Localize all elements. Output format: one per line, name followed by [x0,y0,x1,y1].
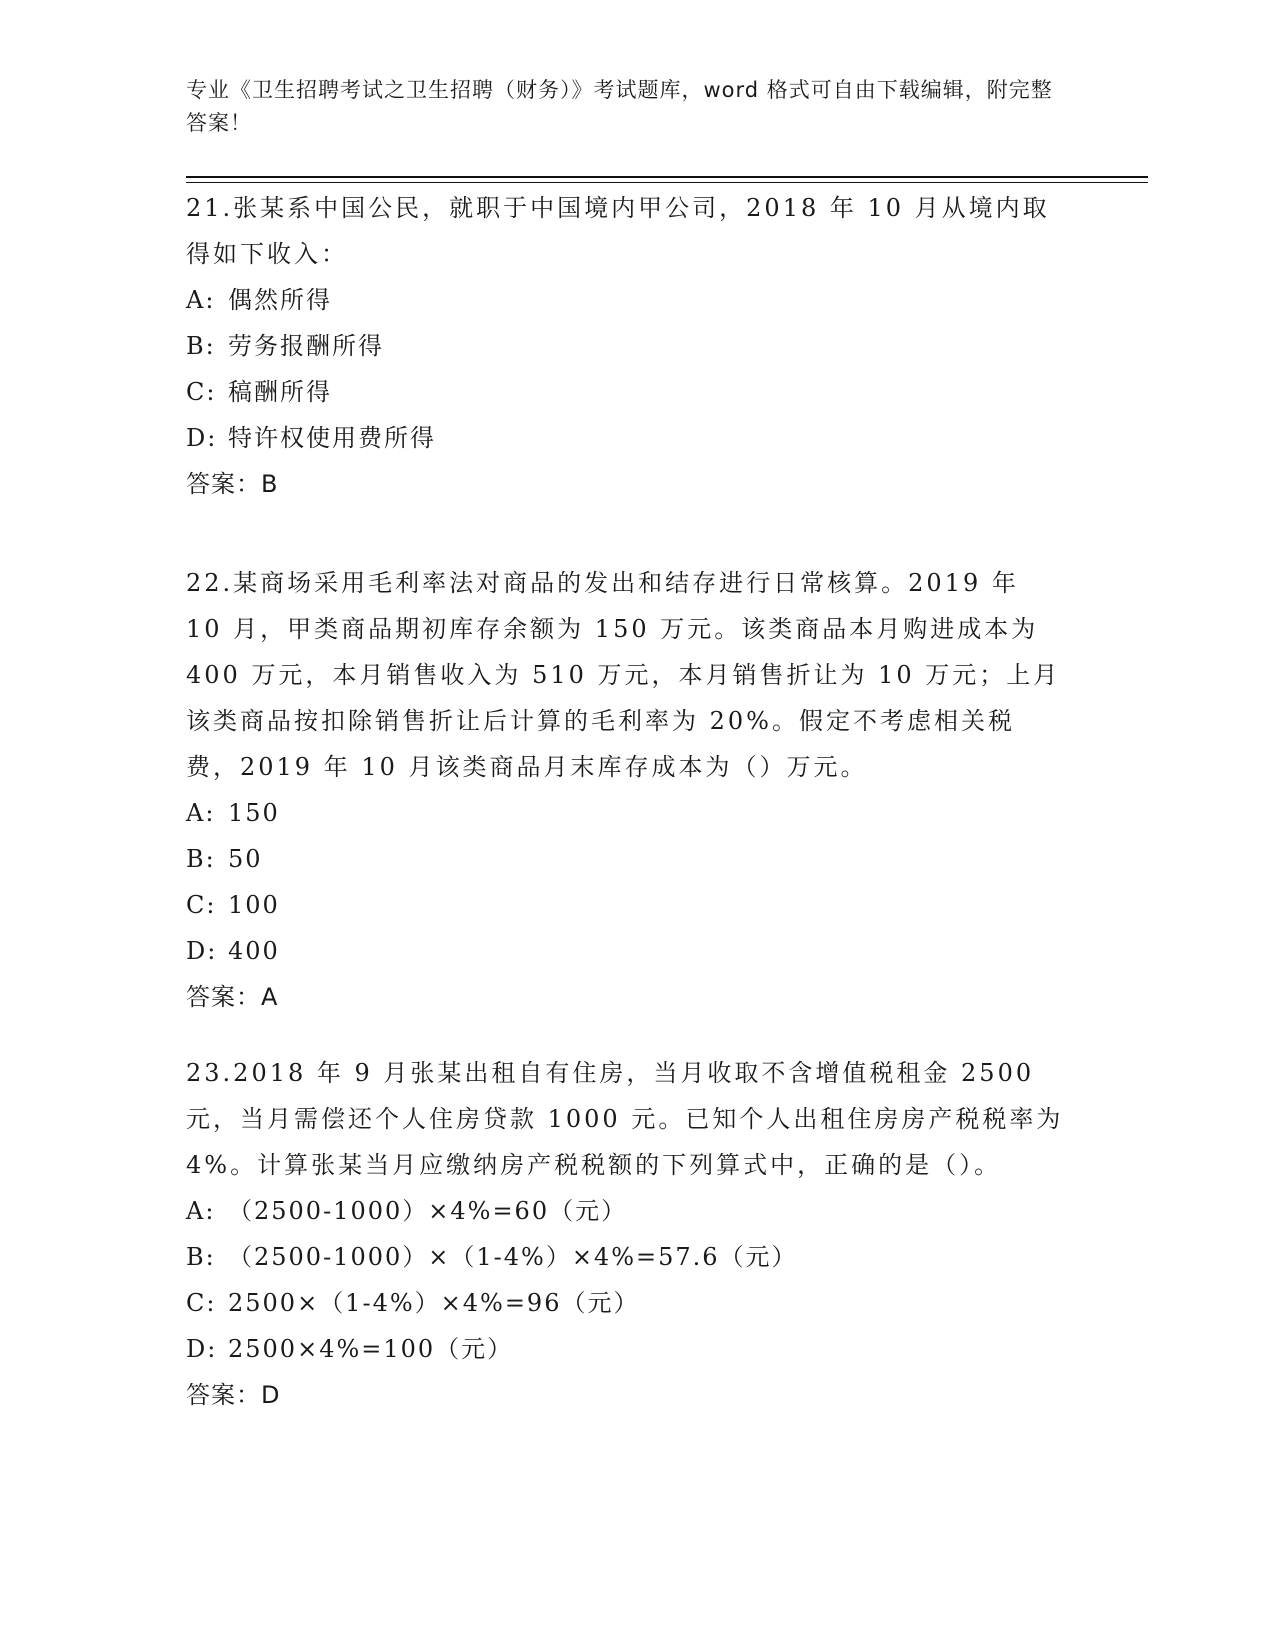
option-text: 50 [228,845,263,873]
option-text: 特许权使用费所得 [228,424,436,452]
option-key: D: [186,424,218,452]
option-b [186,836,1066,882]
question-stem: 22.某商场采用毛利率法对商品的发出和结存进行日常核算。2019 年 10 月，甲类商品期初库存余额为 150 万元。该类商品本月购进成本为 400 万元，本月销售收入为 510 万元，本月销售折让为 10 万元；上月该类商品按扣除销售折让后计算的毛利率为 20%。假定不考虑相关税费，2019 年 10 月该类商品月末库存成本为（）万元。 [186,569,1061,781]
option-text: 2500×（1-4%）×4%=96（元） [228,1289,640,1317]
option-key: B: [186,845,216,873]
option-a [186,790,1066,836]
option-b [186,323,1066,369]
option-d [186,1326,1066,1372]
option-d [186,928,1066,974]
option-c [186,1280,1066,1326]
question-23 [186,1050,1066,1418]
option-text: 400 [228,937,280,965]
option-c [186,369,1066,415]
option-key: C: [186,1289,217,1317]
option-key: D: [186,937,218,965]
option-text: 100 [228,891,280,919]
question-22 [186,560,1066,1020]
option-d [186,415,1066,461]
option-key: A: [186,799,216,827]
option-a [186,1188,1066,1234]
option-key: A: [186,286,216,314]
option-key: C: [186,378,217,406]
option-text: 劳务报酬所得 [228,332,384,360]
option-text: 150 [228,799,280,827]
question-stem: 21.张某系中国公民，就职于中国境内甲公司，2018 年 10 月从境内取得如下收入： [186,194,1050,268]
option-a [186,277,1066,323]
option-text: 2500×4%=100（元） [228,1335,514,1363]
option-key: C: [186,891,217,919]
question-21 [186,185,1066,507]
header-rule-thick [186,176,1148,178]
option-c [186,882,1066,928]
option-text: 稿酬所得 [228,378,332,406]
option-key: B: [186,332,216,360]
answer: 答案：D [186,1381,281,1409]
answer: 答案：A [186,983,279,1011]
answer: 答案：B [186,470,279,498]
option-text: 偶然所得 [228,286,332,314]
option-text: （2500-1000）×（1-4%）×4%=57.6（元） [228,1243,798,1271]
option-key: D: [186,1335,218,1363]
option-key: A: [186,1197,216,1225]
option-text: （2500-1000）×4%=60（元） [228,1197,628,1225]
header-rule-thin [186,182,1148,183]
option-key: B: [186,1243,216,1271]
option-b [186,1234,1066,1280]
question-stem: 23.2018 年 9 月张某出租自有住房，当月收取不含增值税租金 2500 元，当月需偿还个人住房贷款 1000 元。已知个人出租住房房产税税率为 4%。计算张某当月应缴纳房产税税额的下列算式中，正确的是（）。 [186,1059,1064,1179]
document-header: 专业《卫生招聘考试之卫生招聘（财务）》考试题库，word 格式可自由下载编辑，附完整答案！ [186,78,1053,135]
